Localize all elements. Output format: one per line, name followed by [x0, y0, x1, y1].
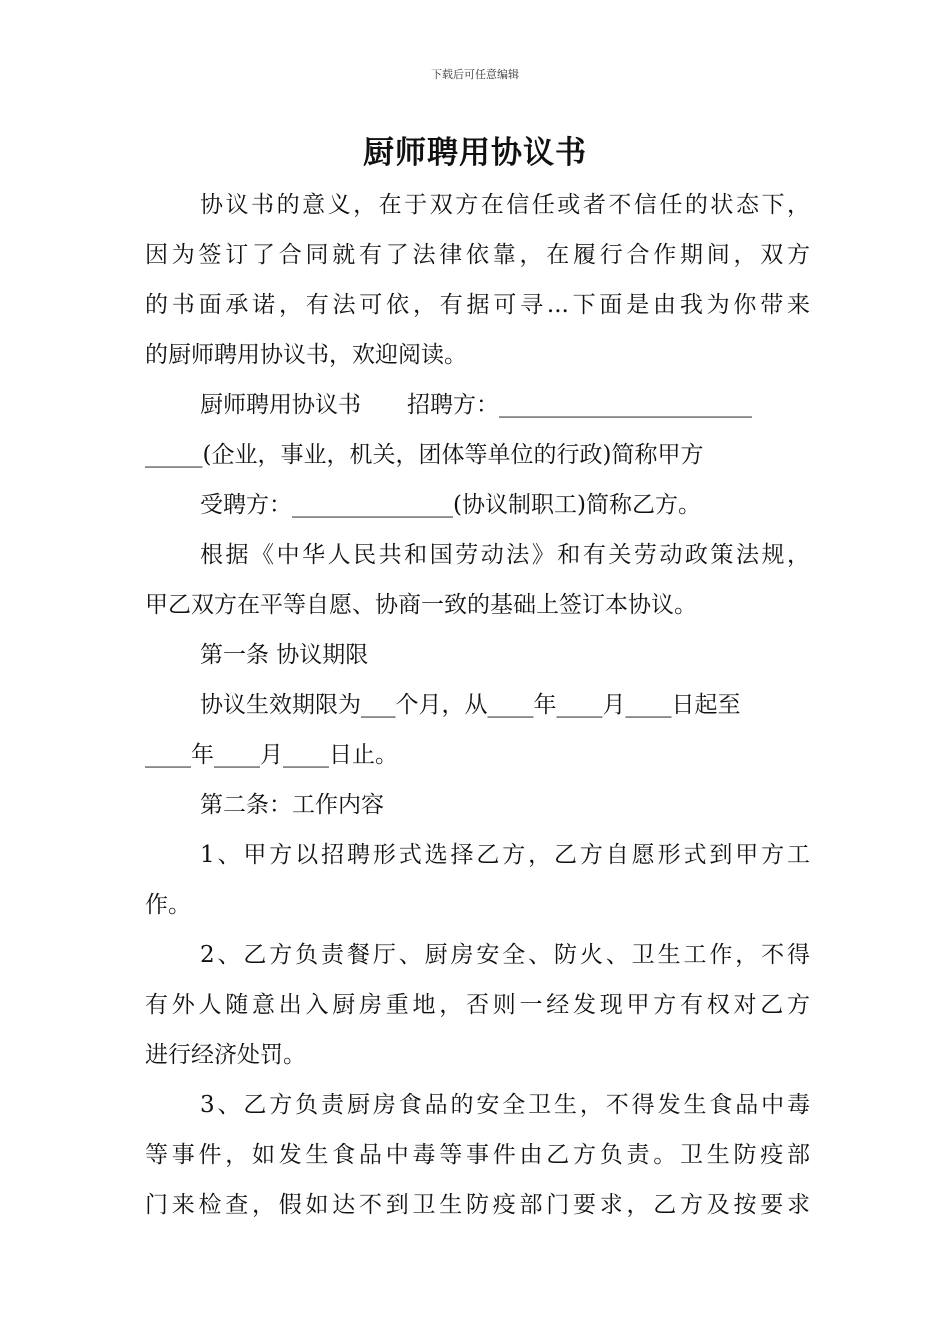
document-body	[145, 180, 810, 1230]
body-line: 厨师聘用协议书 招聘方：______________________	[200, 392, 752, 418]
body-line: 根据《中华人民共和国劳动法》和有关劳动政策法规，	[200, 542, 810, 568]
body-line: 协议书的意义，在于双方在信任或者不信任的状态下，	[200, 192, 810, 218]
body-line: 协议生效期限为___个月，从____年____月____日起至	[200, 692, 741, 718]
body-line: 的厨师聘用协议书，欢迎阅读。	[145, 342, 467, 368]
section-heading: 第一条 协议期限	[200, 642, 369, 668]
header-note: 下载后可任意编辑	[431, 68, 519, 81]
body-line: 1、甲方以招聘形式选择乙方，乙方自愿形式到甲方工	[200, 842, 810, 868]
body-line: 的书面承诺，有法可依，有据可寻...下面是由我为你带来	[145, 292, 810, 318]
body-line: 受聘方：______________(协议制职工)简称乙方。	[200, 492, 701, 518]
body-line: 因为签订了合同就有了法律依靠，在履行合作期间，双方	[145, 242, 810, 268]
body-line: 2、乙方负责餐厅、厨房安全、防火、卫生工作，不得	[200, 942, 810, 968]
body-line: 进行经济处罚。	[145, 1042, 306, 1068]
section-heading: 第二条：工作内容	[200, 792, 384, 818]
document-title: 厨师聘用协议书	[363, 135, 587, 171]
body-line: _____(企业，事业，机关，团体等单位的行政)简称甲方	[145, 442, 704, 468]
body-line: 有外人随意出入厨房重地，否则一经发现甲方有权对乙方	[145, 992, 810, 1018]
body-line: 3、乙方负责厨房食品的安全卫生，不得发生食品中毒	[200, 1092, 810, 1118]
body-line: 门来检查，假如达不到卫生防疫部门要求，乙方及按要求	[145, 1192, 810, 1218]
body-line: 作。	[145, 892, 191, 918]
body-line: 甲乙双方在平等自愿、协商一致的基础上签订本协议。	[145, 592, 697, 618]
body-line: ____年____月____日止。	[145, 742, 398, 768]
body-line: 等事件，如发生食品中毒等事件由乙方负责。卫生防疫部	[145, 1142, 810, 1168]
